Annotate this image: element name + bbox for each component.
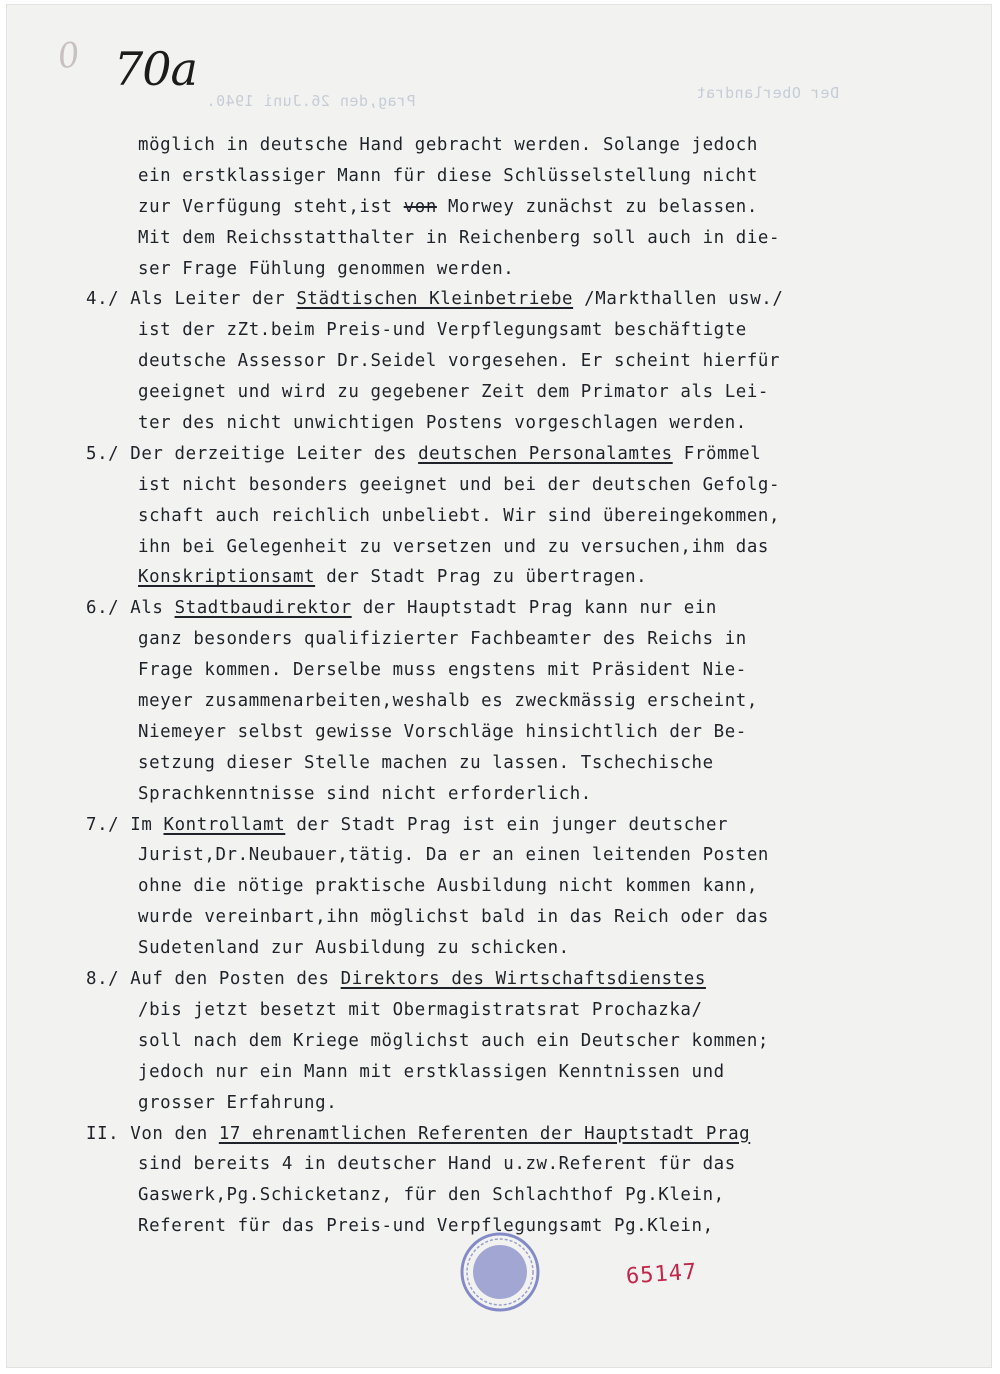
line-text: 4./ Als Leiter der xyxy=(86,289,297,310)
line-text: ter des nicht unwichtigen Postens vorgeschlagen werden. xyxy=(138,413,747,434)
typed-line xyxy=(86,593,846,624)
typed-line xyxy=(86,470,846,501)
typed-letter-body xyxy=(86,130,846,1242)
underlined-term: Stadtbaudirektor xyxy=(174,598,352,619)
typed-line xyxy=(86,779,846,810)
typed-line xyxy=(86,408,846,439)
underlined-term: Direktors des Wirtschaftsdienstes xyxy=(340,969,706,990)
typed-line xyxy=(86,933,846,964)
typed-line xyxy=(86,562,846,593)
underlined-term: 17 ehrenamtlichen Referenten der Hauptstadt Prag xyxy=(218,1123,751,1144)
line-text: ist der zZt.beim Preis-und Verpflegungsamt beschäftigte xyxy=(138,320,747,341)
line-text: zur Verfügung steht,ist xyxy=(138,196,404,217)
typed-line xyxy=(86,377,846,408)
document-page xyxy=(6,4,992,1368)
line-text: 8./ Auf den Posten des xyxy=(86,969,341,990)
line-text: sind bereits 4 in deutscher Hand u.zw.Referent für das xyxy=(138,1154,736,1175)
typed-line xyxy=(86,223,846,254)
line-text: grosser Erfahrung. xyxy=(138,1092,338,1113)
typed-line xyxy=(86,748,846,779)
line-text: ihn bei Gelegenheit zu versetzen und zu versuchen,ihm das xyxy=(138,536,769,557)
line-text: 6./ Als xyxy=(86,598,175,619)
line-text: /bis jetzt besetzt mit Obermagistratsrat Prochazka/ xyxy=(138,999,703,1020)
line-text: ganz besonders qualifizierter Fachbeamter des Reichs in xyxy=(138,629,747,650)
typed-line xyxy=(86,1026,846,1057)
registration-number-stamp: 65147 xyxy=(625,1259,699,1290)
typed-line xyxy=(86,871,846,902)
line-text: der Hauptstadt Prag kann nur ein xyxy=(351,598,717,619)
typed-line xyxy=(86,284,846,315)
underlined-term: Städtischen Kleinbetriebe xyxy=(296,289,574,310)
typed-line xyxy=(86,902,846,933)
typed-line xyxy=(86,1149,846,1180)
line-text: Sprachkenntnisse sind nicht erforderlich. xyxy=(138,783,592,804)
typed-line xyxy=(86,624,846,655)
typed-line xyxy=(86,439,846,470)
typed-line xyxy=(86,315,846,346)
line-text: schaft auch reichlich unbeliebt. Wir sind übereingekommen, xyxy=(138,505,781,526)
typed-line xyxy=(86,501,846,532)
typed-line xyxy=(86,717,846,748)
typed-line xyxy=(86,346,846,377)
line-text: möglich in deutsche Hand gebracht werden. Solange jedoch xyxy=(138,135,758,155)
line-text: meyer zusammenarbeiten,weshalb es zweckmässig erscheint, xyxy=(138,691,758,712)
typed-line xyxy=(86,1088,846,1119)
line-text: /Markthallen usw./ xyxy=(573,289,784,310)
underlined-term: deutschen Personalamtes xyxy=(418,443,673,464)
line-text: Gaswerk,Pg.Schicketanz, für den Schlachthof Pg.Klein, xyxy=(138,1185,725,1206)
line-text: II. Von den xyxy=(86,1123,219,1144)
line-text: Morwey zunächst zu belassen. xyxy=(436,196,758,217)
typed-line xyxy=(86,532,846,563)
line-text: der Stadt Prag zu übertragen. xyxy=(315,567,648,588)
line-text: ohne die nötige praktische Ausbildung nicht kommen kann, xyxy=(138,876,758,897)
official-seal-stamp xyxy=(458,1230,542,1314)
typed-line xyxy=(86,1119,846,1150)
typed-line xyxy=(86,686,846,717)
line-text: soll nach dem Kriege möglichst auch ein Deutscher kommen; xyxy=(138,1030,769,1051)
bleed-through-office: Der Oberlandrat xyxy=(696,84,839,102)
typed-line xyxy=(86,161,846,192)
line-text: Frage kommen. Derselbe muss engstens mit Präsident Nie- xyxy=(138,660,747,681)
line-text: Sudetenland zur Ausbildung zu schicken. xyxy=(138,938,570,959)
typed-line xyxy=(86,254,846,285)
typed-line xyxy=(86,810,846,841)
struck-word: von xyxy=(403,196,437,217)
line-text: geeignet und wird zu gegebener Zeit dem Primator als Lei- xyxy=(138,382,769,403)
pencil-margin-mark: 0 xyxy=(55,34,83,78)
typed-line xyxy=(86,995,846,1026)
bleed-through-date: Prag,den 26.Juni 1940. xyxy=(206,92,416,110)
typed-line xyxy=(86,192,846,223)
line-text: 5./ Der derzeitige Leiter des xyxy=(86,443,419,464)
typed-line xyxy=(86,964,846,995)
line-text: ser Frage Fühlung genommen werden. xyxy=(138,258,515,279)
line-text: ist nicht besonders geeignet und bei der deutschen Gefolg- xyxy=(138,474,781,495)
typed-line xyxy=(86,1057,846,1088)
line-text: der Stadt Prag ist ein junger deutscher xyxy=(285,814,729,835)
line-text: Frömmel xyxy=(672,443,762,464)
typed-line xyxy=(86,655,846,686)
line-text: deutsche Assessor Dr.Seidel vorgesehen. Er scheint hierfür xyxy=(138,351,781,372)
line-text: Niemeyer selbst gewisse Vorschläge hinsichtlich der Be- xyxy=(138,721,747,742)
line-text: Referent für das Preis-und Verpflegungsamt Pg.Klein, xyxy=(138,1216,714,1237)
underlined-term: Konskriptionsamt xyxy=(138,567,316,588)
line-text: jedoch nur ein Mann mit erstklassigen Kenntnissen und xyxy=(138,1061,725,1082)
typed-line xyxy=(86,840,846,871)
line-text: Jurist,Dr.Neubauer,tätig. Da er an einen leitenden Posten xyxy=(138,845,769,866)
line-text: Mit dem Reichsstatthalter in Reichenberg soll auch in die- xyxy=(138,227,781,248)
typed-line xyxy=(86,1180,846,1211)
underlined-term: Kontrollamt xyxy=(163,814,286,835)
handwritten-page-number: 70a xyxy=(114,42,197,96)
line-text: 7./ Im xyxy=(86,814,164,835)
line-text: setzung dieser Stelle machen zu lassen. Tschechische xyxy=(138,752,714,773)
line-text: wurde vereinbart,ihn möglichst bald in das Reich oder das xyxy=(138,907,769,928)
typed-line xyxy=(86,130,846,161)
line-text: ein erstklassiger Mann für diese Schlüsselstellung nicht xyxy=(138,165,758,186)
